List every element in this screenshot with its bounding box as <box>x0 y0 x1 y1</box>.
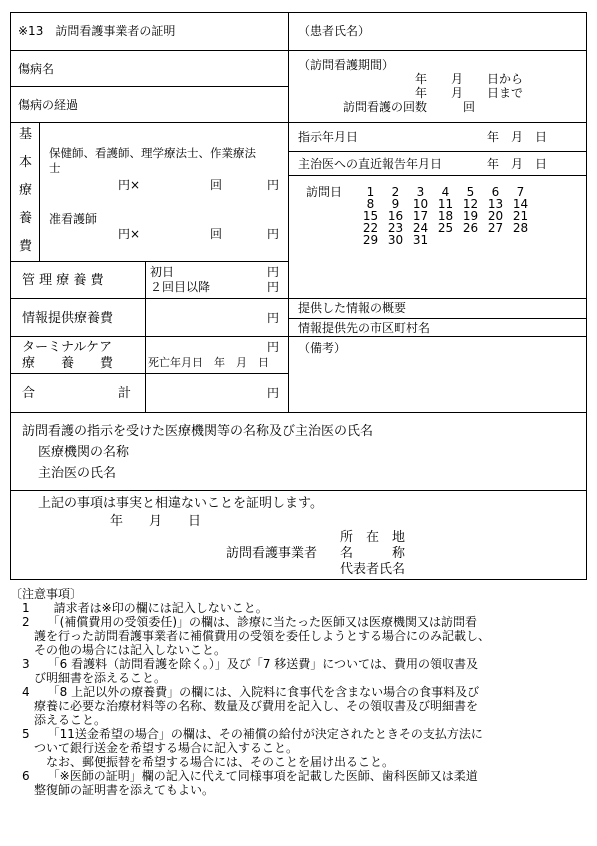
note-line: 添えること。 <box>10 713 107 727</box>
terminal-label-2: 療 養 費 <box>22 356 114 371</box>
cert-title: ※13 訪問看護事業者の証明 <box>18 24 176 38</box>
basic-fee-char: 本 <box>19 155 33 170</box>
calendar-day: 28 <box>512 221 529 235</box>
nurse-label: 保健師、看護師、理学療法士、作業療法 <box>49 146 256 160</box>
divider <box>10 336 288 337</box>
divider <box>10 122 288 123</box>
divider <box>145 261 146 412</box>
calendar-day: 20 <box>487 209 504 223</box>
center-divider <box>288 12 289 413</box>
note-line: 2 「(補償費用の受領委任)」の欄は、診療に当たった医師又は医療機関又は訪問看 <box>10 615 478 629</box>
period-label: （訪問看護期間） <box>298 58 395 72</box>
note-line: 護を行った訪問看護事業者に補償費用の受領を委任しようとする場合にのみ記載し、 <box>10 629 491 643</box>
calendar-day: 4 <box>441 185 450 199</box>
calendar-day: 23 <box>387 221 404 235</box>
basic-fee-char: 養 <box>19 211 33 226</box>
mgmt-yen1: 円 <box>267 265 280 279</box>
calendar-day: 9 <box>391 197 400 211</box>
calendar-day: 12 <box>462 197 479 211</box>
divider <box>288 122 587 123</box>
assoc-yen-per: 円× <box>118 227 141 241</box>
calendar-day: 3 <box>416 185 425 199</box>
calendar-day: 15 <box>362 209 379 223</box>
calendar-day: 25 <box>437 221 454 235</box>
mgmt-yen2: 円 <box>267 280 280 294</box>
divider <box>10 50 288 51</box>
instruction-date-ymd: 年 月 日 <box>487 130 548 144</box>
instruction-date-label: 指示年月日 <box>298 130 359 144</box>
note-line: ついて銀行送金を希望する場合に記入すること。 <box>10 741 299 755</box>
total-label-2: 計 <box>118 386 132 401</box>
calendar-day: 17 <box>412 209 429 223</box>
provider-label: 訪問看護事業者 <box>226 546 318 561</box>
terminal-yen: 円 <box>267 340 280 354</box>
period-to: 年 月 日まで <box>415 86 524 100</box>
visits-count: 訪問看護の回数 回 <box>343 100 476 114</box>
calendar-day: 2 <box>391 185 400 199</box>
divider <box>10 412 587 413</box>
basic-fee-char: 療 <box>19 183 33 198</box>
divider <box>10 261 288 262</box>
basic-fee-char: 基 <box>19 127 33 142</box>
note-line: 5 「11送金希望の場合」の欄は、その補償の給付が決定されたときその支払方法に <box>10 727 483 741</box>
calendar-day: 31 <box>412 233 429 247</box>
calendar-day: 19 <box>462 209 479 223</box>
nurse-yen-total: 円 <box>267 178 280 192</box>
note-line: なお、郵便振替を希望する場合には、そのことを届け出ること。 <box>10 755 395 769</box>
calendar-day <box>508 234 533 246</box>
calendar-day: 11 <box>437 197 454 211</box>
calendar-day: 30 <box>387 233 404 247</box>
provider-name-label: 名 称 <box>340 546 406 561</box>
assoc-nurse-label: 准看護師 <box>49 212 98 226</box>
nurse-yen-per: 円× <box>118 178 141 192</box>
divider <box>288 50 587 51</box>
divider <box>288 336 587 337</box>
calendar-day: 18 <box>437 209 454 223</box>
address-label: 所 在 地 <box>340 530 406 545</box>
note-line: び明細書を添えること。 <box>10 671 167 685</box>
nurse-times: 回 <box>210 178 223 192</box>
note-line: 1 請求者は※印の欄には記入しないこと。 <box>10 601 268 615</box>
assoc-times: 回 <box>210 227 223 241</box>
representative-label: 代表者氏名 <box>340 562 406 577</box>
certify-date: 年 月 日 <box>110 514 202 529</box>
period-from: 年 月 日から <box>415 72 524 86</box>
divider <box>288 298 587 299</box>
calendar-day: 6 <box>491 185 500 199</box>
note-line: 整復師の証明書を添えてもよい。 <box>10 783 215 797</box>
note-line: 療養に必要な治療材料等の名称、数量及び費用を記入し、その領収書及び明細書を <box>10 699 479 713</box>
info-fee-label: 情報提供療養費 <box>22 311 114 326</box>
info-summary-label: 提供した情報の概要 <box>298 301 407 315</box>
report-date-label: 主治医への直近報告年月日 <box>298 157 443 171</box>
patient-name-label: （患者氏名） <box>298 24 371 38</box>
institution-heading: 訪問看護の指示を受けた医療機関等の名称及び主治医の氏名 <box>22 424 374 439</box>
remarks-label: （備考） <box>298 341 347 355</box>
notes-section <box>10 587 590 797</box>
calendar-row <box>358 234 533 246</box>
assoc-yen-total: 円 <box>267 227 280 241</box>
calendar-day: 1 <box>366 185 375 199</box>
calendar-day: 13 <box>487 197 504 211</box>
divider <box>288 318 587 319</box>
report-date-ymd: 年 月 日 <box>487 157 548 171</box>
calendar-day: 10 <box>412 197 429 211</box>
calendar-day <box>433 234 458 246</box>
divider <box>10 373 288 374</box>
info-city-label: 情報提供先の市区町村名 <box>298 321 431 335</box>
calendar-day: 5 <box>466 185 475 199</box>
basic-fee-char: 費 <box>19 239 33 254</box>
note-line: その他の場合には記入しないこと。 <box>10 643 227 657</box>
visit-calendar <box>358 186 533 246</box>
divider <box>39 122 40 261</box>
note-line: 6 「※医師の証明」欄の記入に代えて同様事項を記載した医師、歯科医師又は柔道 <box>10 769 478 783</box>
visit-days-label: 訪問日 <box>306 185 343 199</box>
note-line: 4 「8 上記以外の療養費」の欄には、入院料に食事代を含まない場合の食事料及び <box>10 685 480 699</box>
calendar-day: 16 <box>387 209 404 223</box>
mgmt-first-label: 初日 <box>150 265 175 279</box>
mgmt-second-label: ２回目以降 <box>150 280 211 294</box>
divider <box>10 298 288 299</box>
death-date: 死亡年月日 年 月 日 <box>148 356 269 369</box>
calendar-day: 27 <box>487 221 504 235</box>
nurse-label-cont: 士 <box>49 161 61 175</box>
doctor-name-label: 主治医の氏名 <box>38 466 117 481</box>
divider <box>288 175 587 176</box>
note-line: 3 「6 看護料（訪問看護を除く。）」及び「7 移送費」については、費用の領収書及 <box>10 657 479 671</box>
calendar-day: 21 <box>512 209 529 223</box>
disease-course-label: 傷病の経過 <box>18 98 79 112</box>
mgmt-fee-label: 管 理 療 養 費 <box>22 273 104 288</box>
certify-statement: 上記の事項は事実と相違ないことを証明します。 <box>38 496 323 511</box>
disease-name-label: 傷病名 <box>18 62 55 76</box>
divider <box>288 151 587 152</box>
divider <box>10 86 288 87</box>
terminal-label-1: ターミナルケア <box>22 340 113 355</box>
calendar-day: 29 <box>362 233 379 247</box>
calendar-day <box>483 234 508 246</box>
calendar-day: 22 <box>362 221 379 235</box>
total-label-1: 合 <box>22 386 36 401</box>
calendar-day: 7 <box>516 185 525 199</box>
calendar-row <box>358 222 533 234</box>
info-yen: 円 <box>267 311 280 325</box>
note-line: 〔注意事項〕 <box>10 587 83 601</box>
calendar-day: 26 <box>462 221 479 235</box>
calendar-day: 24 <box>412 221 429 235</box>
calendar-day <box>458 234 483 246</box>
calendar-day: 8 <box>366 197 375 211</box>
institution-name-label: 医療機関の名称 <box>38 445 130 460</box>
divider <box>10 490 587 491</box>
total-yen: 円 <box>267 386 280 400</box>
calendar-day: 14 <box>512 197 529 211</box>
